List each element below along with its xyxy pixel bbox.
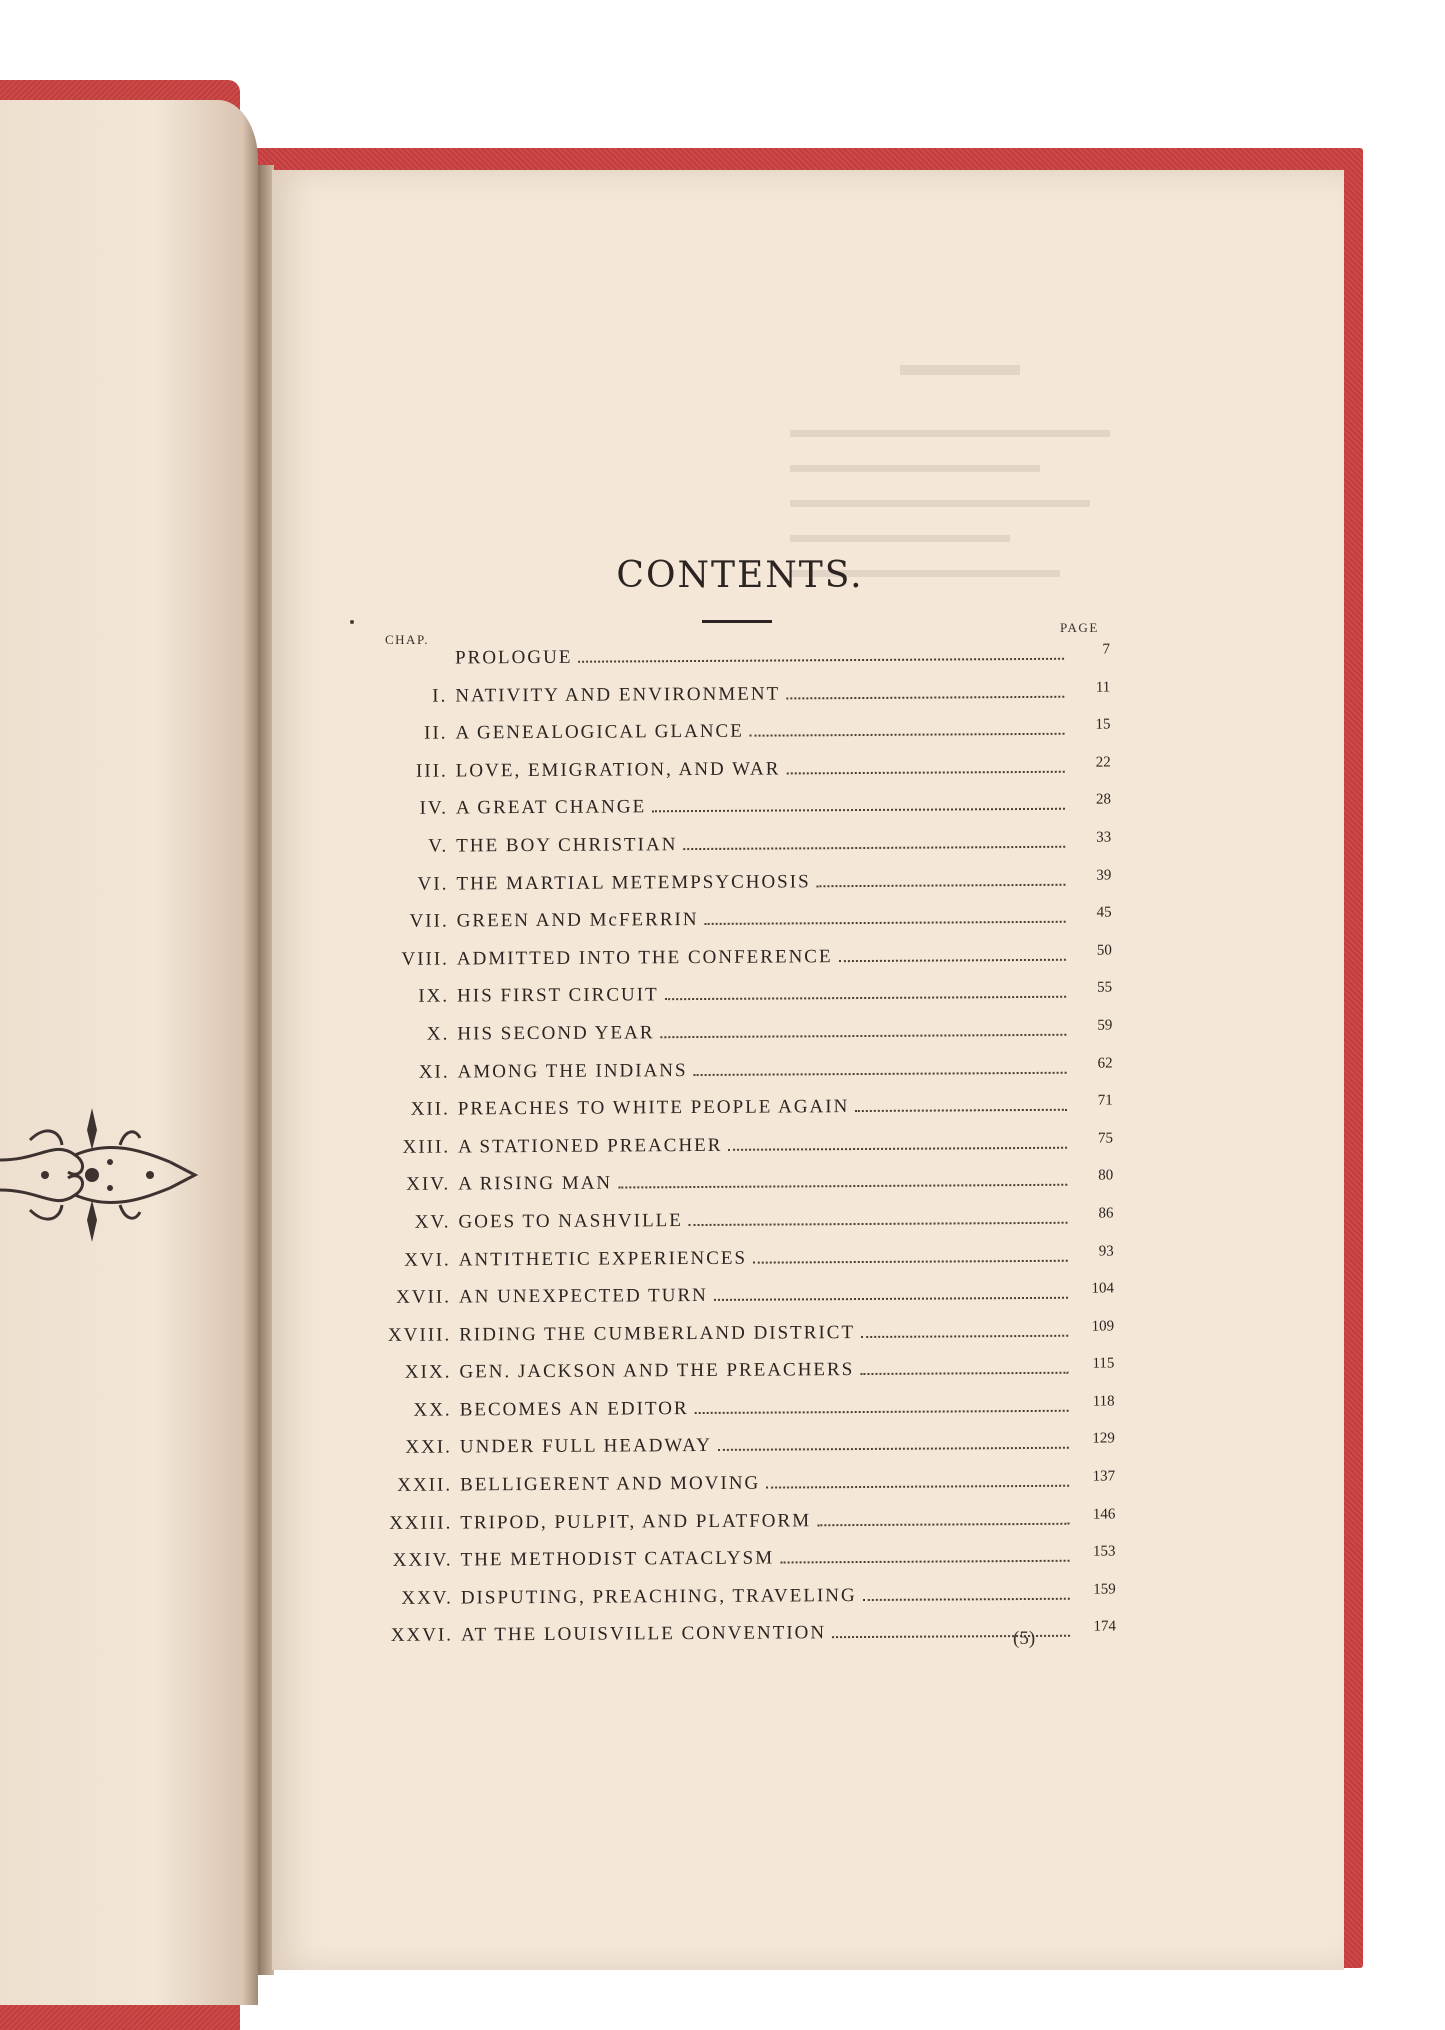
dot-leader: [665, 995, 1066, 1000]
toc-entry: [371, 756, 1111, 798]
dot-leader: [750, 732, 1065, 737]
chapter-number: XI.: [418, 1061, 450, 1083]
dot-leader: [714, 1296, 1068, 1301]
chapter-number: XIII.: [402, 1136, 451, 1158]
chapter-page-number: 153: [1092, 1543, 1116, 1560]
dot-leader: [786, 770, 1064, 775]
dot-leader: [683, 845, 1065, 850]
chapter-number: VIII.: [401, 948, 449, 970]
chapter-page-number: 75: [1097, 1130, 1114, 1147]
chapter-number: X.: [426, 1023, 450, 1045]
toc-entry: [376, 1583, 1116, 1625]
chapter-page-number: 93: [1098, 1242, 1114, 1260]
toc-entry: [374, 1242, 1114, 1287]
chapter-title: AMONG THE INDIANS: [457, 1059, 688, 1083]
dot-leader: [855, 1108, 1067, 1112]
chapter-page-number: 7: [1102, 641, 1111, 658]
chapter-number: XIX.: [404, 1361, 452, 1384]
chapter-number: XII.: [410, 1098, 450, 1120]
dot-leader: [817, 882, 1066, 887]
left-page: [0, 100, 258, 2005]
chapter-title: AN UNEXPECTED TURN: [458, 1285, 708, 1308]
chapter-title: GREEN AND McFERRIN: [456, 909, 699, 932]
chapter-page-number: 71: [1097, 1092, 1113, 1109]
chapter-page-number: 159: [1093, 1581, 1116, 1598]
chapter-title: PREACHES TO WHITE PEOPLE AGAIN: [457, 1096, 850, 1120]
toc-entry: [374, 1320, 1114, 1362]
toc-entry: [373, 1132, 1113, 1174]
chapter-title: HIS FIRST CIRCUIT: [457, 984, 659, 1007]
chapter-number: XV.: [414, 1211, 451, 1233]
toc-entry: [370, 681, 1110, 723]
chapter-title: BECOMES AN EDITOR: [459, 1397, 689, 1421]
toc-entry: [376, 1618, 1117, 1663]
toc-entry: [375, 1430, 1115, 1475]
toc-entry: [371, 791, 1111, 836]
chapter-page-number: 59: [1097, 1017, 1113, 1034]
chapter-title: DISPUTING, PREACHING, TRAVELING: [460, 1584, 857, 1609]
dot-leader: [786, 694, 1064, 699]
chapter-title: AT THE LOUISVILLE CONVENTION: [460, 1622, 827, 1646]
dot-leader: [766, 1484, 1069, 1489]
chapter-number: XXIII.: [389, 1512, 453, 1534]
chapter-number: III.: [415, 760, 448, 782]
dot-leader: [780, 1559, 1069, 1564]
dot-leader: [652, 807, 1065, 813]
chapter-number: XXIV.: [392, 1549, 453, 1572]
dot-leader: [705, 920, 1066, 925]
chapter-title: RIDING THE CUMBERLAND DISTRICT: [459, 1321, 856, 1346]
dot-leader: [694, 1070, 1067, 1075]
chapter-number: [370, 663, 455, 664]
chapter-page-number: 146: [1092, 1506, 1116, 1523]
dot-leader: [618, 1183, 1067, 1189]
dot-leader: [753, 1258, 1068, 1263]
chapter-title: A STATIONED PREACHER: [457, 1134, 723, 1158]
dot-leader: [860, 1371, 1068, 1375]
toc-entry: [373, 1057, 1113, 1099]
dot-leader: [861, 1333, 1068, 1337]
chapter-page-number: 39: [1096, 867, 1112, 884]
chapter-number: XIV.: [406, 1173, 451, 1196]
chapter-page-number: 15: [1095, 716, 1111, 733]
chapter-title: PROLOGUE: [454, 646, 573, 669]
toc-entry: [370, 716, 1111, 761]
toc-entry: [376, 1543, 1116, 1588]
chapter-page-number: 28: [1095, 791, 1111, 808]
scroll-ornament-icon: [0, 1100, 200, 1250]
page-number: (5): [1013, 1628, 1036, 1649]
chapter-number: VII.: [409, 910, 449, 932]
chapter-page-number: 22: [1095, 754, 1111, 771]
toc-entry: [373, 1207, 1113, 1249]
toc-entry: [375, 1395, 1115, 1437]
toc-entry: [375, 1508, 1115, 1550]
toc-entry: [372, 944, 1112, 986]
dot-leader: [728, 1145, 1067, 1150]
chapter-title: NATIVITY AND ENVIRONMENT: [455, 683, 781, 707]
chapter-title: TRIPOD, PULPIT, AND PLATFORM: [460, 1509, 812, 1534]
chapter-number: XVII.: [396, 1286, 452, 1308]
chapter-title: ADMITTED INTO THE CONFERENCE: [456, 945, 833, 970]
chapter-title: THE BOY CHRISTIAN: [456, 834, 678, 857]
chapter-title: A GENEALOGICAL GLANCE: [455, 720, 744, 744]
chapter-page-number: 86: [1098, 1205, 1114, 1222]
chapter-number: VI.: [417, 873, 449, 895]
chapter-number: II.: [424, 722, 448, 744]
chapter-number: XXV.: [401, 1587, 453, 1609]
chapter-page-number: 50: [1096, 942, 1112, 959]
chapter-page-number: 80: [1098, 1167, 1114, 1184]
chapter-page-number: 104: [1091, 1280, 1114, 1297]
dot-leader: [695, 1409, 1069, 1414]
chapter-number: XXII.: [397, 1474, 453, 1496]
chapter-title: A GREAT CHANGE: [455, 796, 647, 819]
chapter-title: HIS SECOND YEAR: [457, 1022, 655, 1045]
chapter-page-number: 33: [1096, 829, 1112, 846]
chapter-page-number: 109: [1091, 1318, 1115, 1335]
toc-entry: [375, 1468, 1116, 1513]
toc-entry: [373, 1092, 1113, 1137]
page-column-label: PAGE: [1060, 620, 1099, 635]
dot-leader: [863, 1597, 1070, 1601]
chapter-page-number: 62: [1097, 1055, 1113, 1072]
chapter-page-number: 137: [1092, 1468, 1116, 1485]
dot-leader: [718, 1446, 1069, 1451]
chapter-number: IV.: [419, 797, 449, 820]
chapter-title: GOES TO NASHVILLE: [458, 1210, 683, 1233]
chapter-title: THE METHODIST CATACLYSM: [460, 1547, 775, 1571]
chapter-number: XVI.: [404, 1249, 451, 1271]
toc-entry: [372, 1019, 1112, 1061]
chapter-title: LOVE, EMIGRATION, AND WAR: [455, 758, 781, 782]
chapter-page-number: 174: [1093, 1618, 1117, 1636]
toc-entry: [371, 869, 1111, 911]
dot-leader: [578, 657, 1064, 663]
chapter-title: ANTITHETIC EXPERIENCES: [458, 1247, 748, 1270]
chap-column-label: CHAP.: [385, 632, 429, 647]
toc-entry: [374, 1280, 1114, 1325]
toc-entry: [370, 643, 1110, 685]
chapter-page-number: 129: [1092, 1430, 1115, 1448]
toc-entry: [372, 979, 1113, 1024]
page-speck: [350, 620, 354, 624]
dot-leader: [661, 1033, 1067, 1038]
toc-entry: [373, 1167, 1114, 1212]
chapter-page-number: 115: [1092, 1355, 1115, 1372]
chapter-title: GEN. JACKSON AND THE PREACHERS: [459, 1359, 855, 1383]
chapter-number: XVIII.: [387, 1324, 452, 1346]
chapter-title: THE MARTIAL METEMPSYCHOSIS: [456, 870, 811, 895]
chapter-page-number: 55: [1097, 979, 1113, 996]
dot-leader: [839, 958, 1066, 962]
table-of-contents: [370, 643, 1116, 1663]
chapter-number: XXVI.: [390, 1624, 454, 1647]
toc-entry: [371, 831, 1111, 873]
heading-rule: [702, 620, 772, 623]
dot-leader: [817, 1521, 1069, 1526]
chapter-page-number: 11: [1095, 679, 1111, 696]
chapter-number: XXI.: [405, 1436, 452, 1459]
toc-entry: [372, 904, 1112, 949]
chapter-title: BELLIGERENT AND MOVING: [460, 1472, 761, 1496]
toc-entry: [374, 1355, 1115, 1400]
chapter-number: XX.: [413, 1399, 452, 1421]
dot-leader: [689, 1221, 1068, 1226]
chapter-number: I.: [432, 685, 448, 707]
chapter-page-number: 118: [1092, 1393, 1115, 1410]
chapter-title: UNDER FULL HEADWAY: [459, 1435, 712, 1458]
chapter-title: A RISING MAN: [458, 1172, 613, 1195]
chapter-number: V.: [428, 835, 449, 857]
chapter-page-number: 45: [1096, 904, 1112, 921]
contents-heading: CONTENTS.: [616, 555, 864, 596]
chapter-number: IX.: [418, 985, 450, 1008]
